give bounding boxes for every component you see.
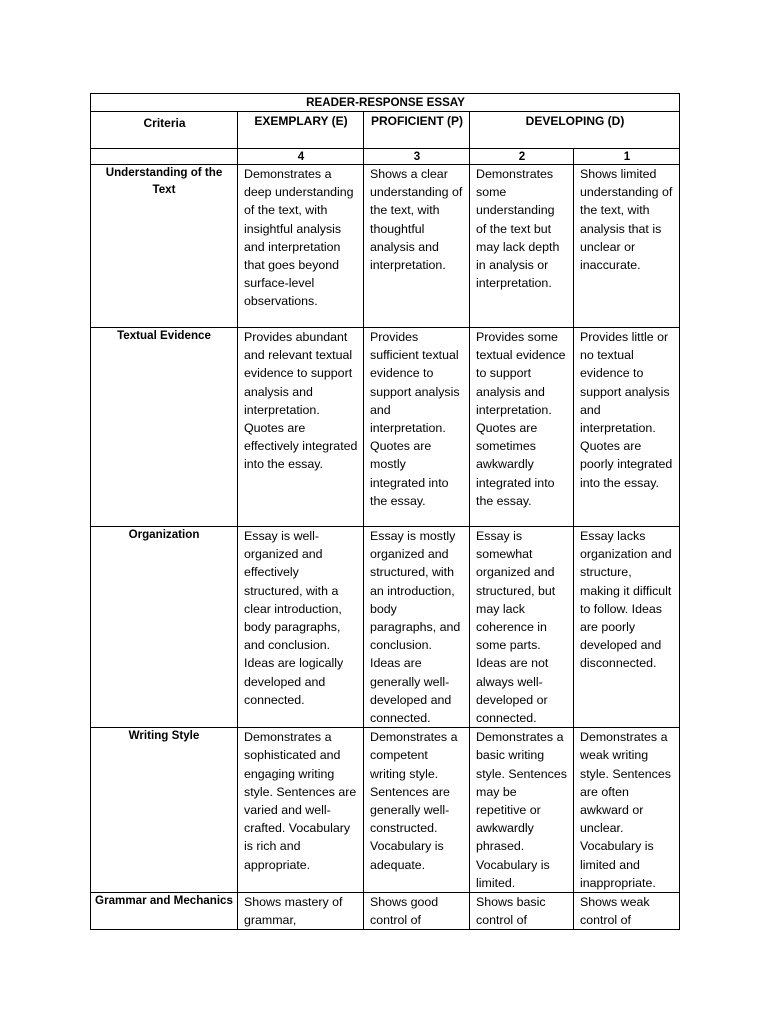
score-4: 4 bbox=[238, 149, 364, 165]
descriptor-cell: Shows good control of bbox=[364, 893, 470, 930]
criterion-label: Writing Style bbox=[91, 728, 238, 893]
descriptor-cell: Shows weak control of bbox=[574, 893, 680, 930]
descriptor-cell: Essay lacks organization and structure, making it difficult to follow. Ideas are poorly developed and disconnected. bbox=[574, 527, 680, 728]
descriptor-cell: Demonstrates a sophisticated and engaging writing style. Sentences are varied and well-crafted. Vocabulary is rich and appropriate. bbox=[238, 728, 364, 893]
descriptor-cell: Shows a clear understanding of the text, with thoughtful analysis and interpretation. bbox=[364, 165, 470, 328]
table-row bbox=[91, 527, 680, 728]
descriptor-cell: Demonstrates some understanding of the text but may lack depth in analysis or interpretation. bbox=[470, 165, 574, 328]
score-2: 2 bbox=[470, 149, 574, 165]
descriptor-cell: Demonstrates a basic writing style. Sentences may be repetitive or awkwardly phrased. Vocabulary is limited. bbox=[470, 728, 574, 893]
descriptor-cell: Essay is mostly organized and structured, with an introduction, body paragraphs, and conclusion. Ideas are generally well-developed and connected. bbox=[364, 527, 470, 728]
table-row bbox=[91, 893, 680, 930]
descriptor-cell: Provides some textual evidence to support analysis and interpretation. Quotes are sometimes awkwardly integrated into the essay. bbox=[470, 328, 574, 527]
descriptor-cell: Provides little or no textual evidence to support analysis and interpretation. Quotes are poorly integrated into the essay. bbox=[574, 328, 680, 527]
score-blank bbox=[91, 149, 238, 165]
rubric-table bbox=[90, 93, 680, 930]
criteria-header: Criteria bbox=[91, 112, 238, 149]
descriptor-cell: Essay is somewhat organized and structured, but may lack coherence in some parts. Ideas are not always well-developed or connected. bbox=[470, 527, 574, 728]
header-row bbox=[91, 112, 680, 149]
rubric-title: READER-RESPONSE ESSAY bbox=[91, 94, 680, 112]
score-row bbox=[91, 149, 680, 165]
descriptor-cell: Demonstrates a deep understanding of the text, with insightful analysis and interpretation that goes beyond surface-level observations. bbox=[238, 165, 364, 328]
criterion-label: Understanding of the Text bbox=[91, 165, 238, 328]
descriptor-cell: Shows basic control of bbox=[470, 893, 574, 930]
score-1: 1 bbox=[574, 149, 680, 165]
criterion-label: Grammar and Mechanics bbox=[91, 893, 238, 930]
developing-header: DEVELOPING (D) bbox=[470, 112, 680, 149]
descriptor-cell: Shows mastery of grammar, bbox=[238, 893, 364, 930]
descriptor-cell: Shows limited understanding of the text, with analysis that is unclear or inaccurate. bbox=[574, 165, 680, 328]
table-row bbox=[91, 328, 680, 527]
criterion-label: Textual Evidence bbox=[91, 328, 238, 527]
descriptor-cell: Provides abundant and relevant textual evidence to support analysis and interpretation. Quotes are effectively integrated into the essay. bbox=[238, 328, 364, 527]
table-row bbox=[91, 165, 680, 328]
exemplary-header: EXEMPLARY (E) bbox=[238, 112, 364, 149]
descriptor-cell: Demonstrates a weak writing style. Sentences are often awkward or unclear. Vocabulary is limited and inappropriate. bbox=[574, 728, 680, 893]
descriptor-cell: Essay is well-organized and effectively structured, with a clear introduction, body paragraphs, and conclusion. Ideas are logically developed and connected. bbox=[238, 527, 364, 728]
descriptor-cell: Provides sufficient textual evidence to support analysis and interpretation. Quotes are mostly integrated into the essay. bbox=[364, 328, 470, 527]
table-row bbox=[91, 728, 680, 893]
proficient-header: PROFICIENT (P) bbox=[364, 112, 470, 149]
descriptor-cell: Demonstrates a competent writing style. Sentences are generally well-constructed. Vocabulary is adequate. bbox=[364, 728, 470, 893]
title-row bbox=[91, 94, 680, 112]
score-3: 3 bbox=[364, 149, 470, 165]
criterion-label: Organization bbox=[91, 527, 238, 728]
